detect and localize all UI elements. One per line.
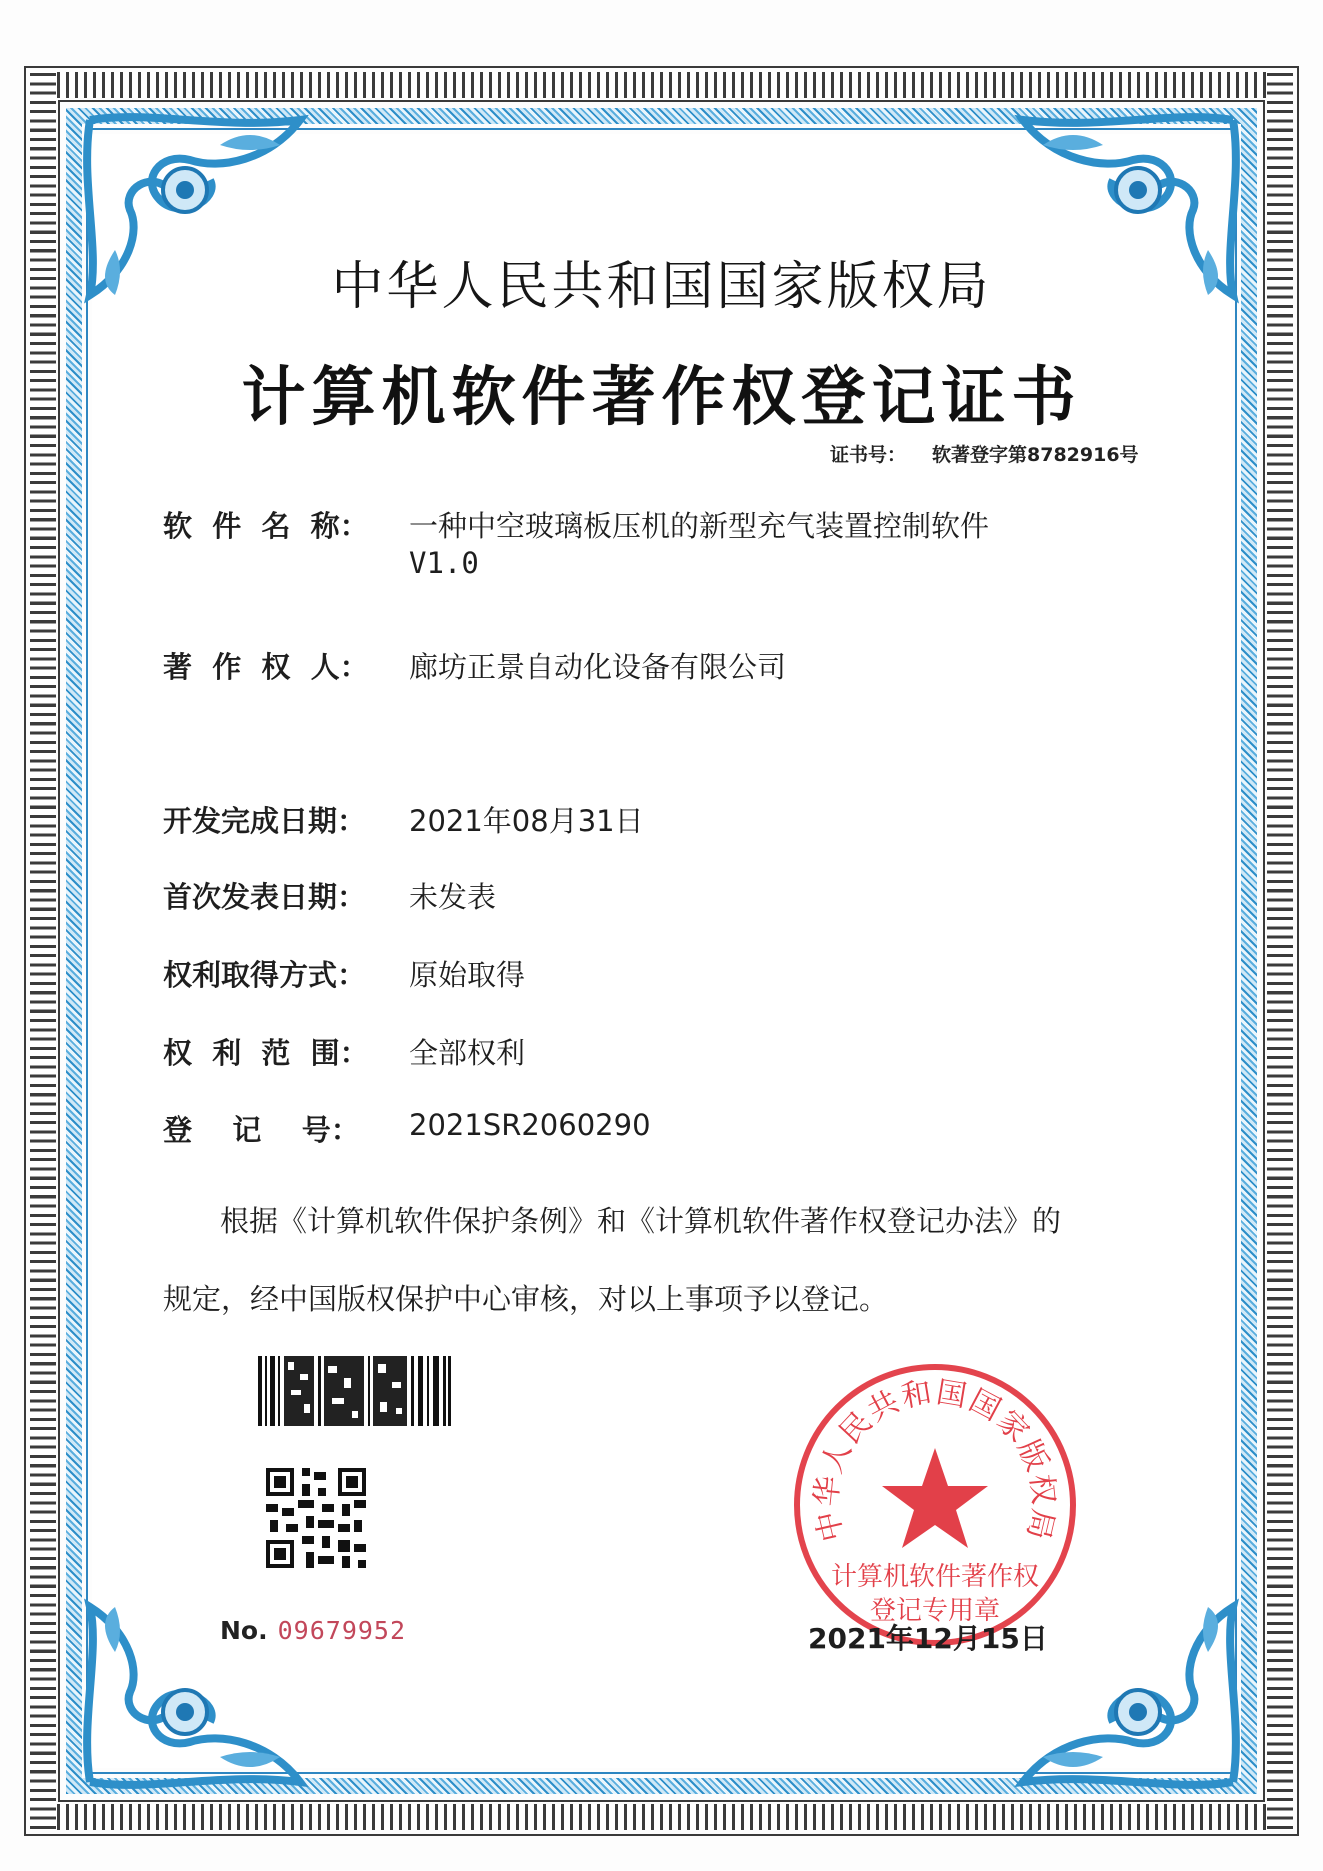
field-label: 著 作 权 人： [163, 650, 369, 684]
field-value: 一种中空玻璃板压机的新型充气装置控制软件 [409, 509, 990, 543]
statement-line-1: 根据《计算机软件保护条例》和《计算机软件著作权登记办法》的 [220, 1204, 1062, 1238]
seal-text-line-2: 登记专用章 [869, 1596, 1000, 1626]
issuing-authority: 中华人民共和国国家版权局 [331, 257, 992, 317]
field-value: 2021年08月31日 [409, 804, 644, 838]
certificate-title: 计算机软件著作权登记证书 [241, 361, 1082, 435]
issue-date: 2021年12月15日 [808, 1622, 1048, 1655]
serial-number [220, 1616, 406, 1645]
field-value: 原始取得 [409, 958, 526, 992]
statement-line-2: 规定，经中国版权保护中心审核，对以上事项予以登记。 [163, 1282, 889, 1316]
field-label: 开发完成日期： [163, 804, 367, 838]
field-value: 廊坊正景自动化设备有限公司 [409, 650, 787, 684]
certificate-number-label: 证书号： [830, 444, 907, 466]
seal-star-icon [882, 1448, 988, 1548]
serial-number-value: 09679952 [277, 1616, 407, 1645]
field-label: 首次发表日期： [163, 880, 367, 914]
qr-code-icon [266, 1468, 366, 1568]
serial-number-label: No. [220, 1616, 268, 1645]
field-value: 2021SR2060290 [409, 1108, 651, 1142]
seal-ring-text: 中华人民共和国国家版权局 [809, 1374, 1061, 1545]
field-value: 未发表 [409, 880, 497, 914]
field-value: 全部权利 [409, 1036, 526, 1070]
field-label: 权利取得方式： [163, 958, 367, 992]
official-seal [790, 1360, 1080, 1650]
field-label: 权 利 范 围： [163, 1036, 369, 1070]
field-value-version: V1.0 [409, 546, 479, 580]
certificate-number [830, 440, 1139, 467]
barcode-icon [258, 1356, 451, 1426]
certificate-number-value: 软著登字第8782916号 [932, 444, 1139, 466]
field-label: 登 记 号： [163, 1113, 360, 1147]
seal-text-line-1: 计算机软件著作权 [830, 1562, 1039, 1592]
field-label: 软 件 名 称： [163, 509, 369, 543]
